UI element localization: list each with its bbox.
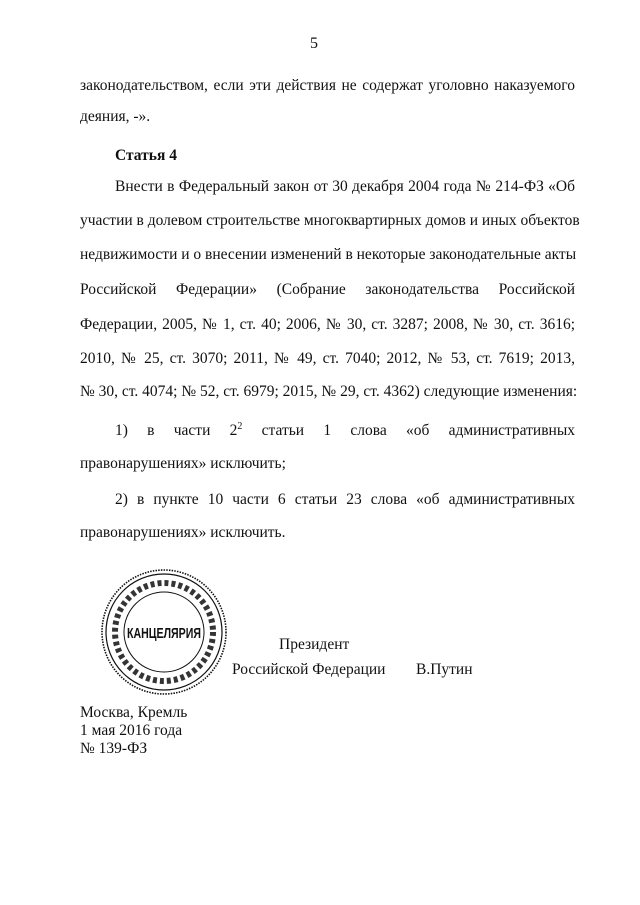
article-line: Внести в Федеральный закон от 30 декабря 2004 года № 214-ФЗ «Об [115,178,575,195]
stamp-center-text: КАНЦЕЛЯРИЯ [127,625,201,642]
item-1-pre: 1) в части 2 [115,422,238,439]
item-1-cont: правонарушениях» исключить; [80,455,286,472]
item-1-post: статьи 1 слова «об административных [242,422,575,439]
item-2: 2) в пункте 10 части 6 статьи 23 слова «об административных [115,491,575,508]
article-line: участии в долевом строительстве многоквартирных домов и иных объектов [80,212,580,229]
footer-number: № 139-ФЗ [80,740,148,757]
article-line: 2010, № 25, ст. 3070; 2011, № 49, ст. 7040; 2012, № 53, ст. 7619; 2013, [80,350,575,367]
page-number: 5 [310,35,318,52]
article-heading: Статья 4 [115,147,177,164]
footer-date: 1 мая 2016 года [80,722,183,739]
signature-title-1: Президент [279,636,350,653]
article-line: № 30, ст. 4074; № 52, ст. 6979; 2015, № 29, ст. 4362) следующие изменения: [80,383,578,400]
article-line: Российской Федерации» (Собрание законодательства Российской [80,281,575,298]
signature-name: В.Путин [416,661,473,678]
signature-title-2: Российской Федерации [232,661,386,678]
stamp-seal [100,568,228,696]
paragraph-line: законодательством, если эти действия не содержат уголовно наказуемого [80,77,575,94]
item-1-sup: 2 [237,420,243,432]
article-line: Федерации, 2005, № 1, ст. 40; 2006, № 30, ст. 3287; 2008, № 30, ст. 3616; [80,316,575,333]
paragraph-line: деяния, -». [80,108,151,125]
item-2-cont: правонарушениях» исключить. [80,524,286,541]
footer-place: Москва, Кремль [80,704,188,721]
article-line: недвижимости и о внесении изменений в некоторые законодательные акты [80,246,577,263]
item-1 [115,422,575,440]
